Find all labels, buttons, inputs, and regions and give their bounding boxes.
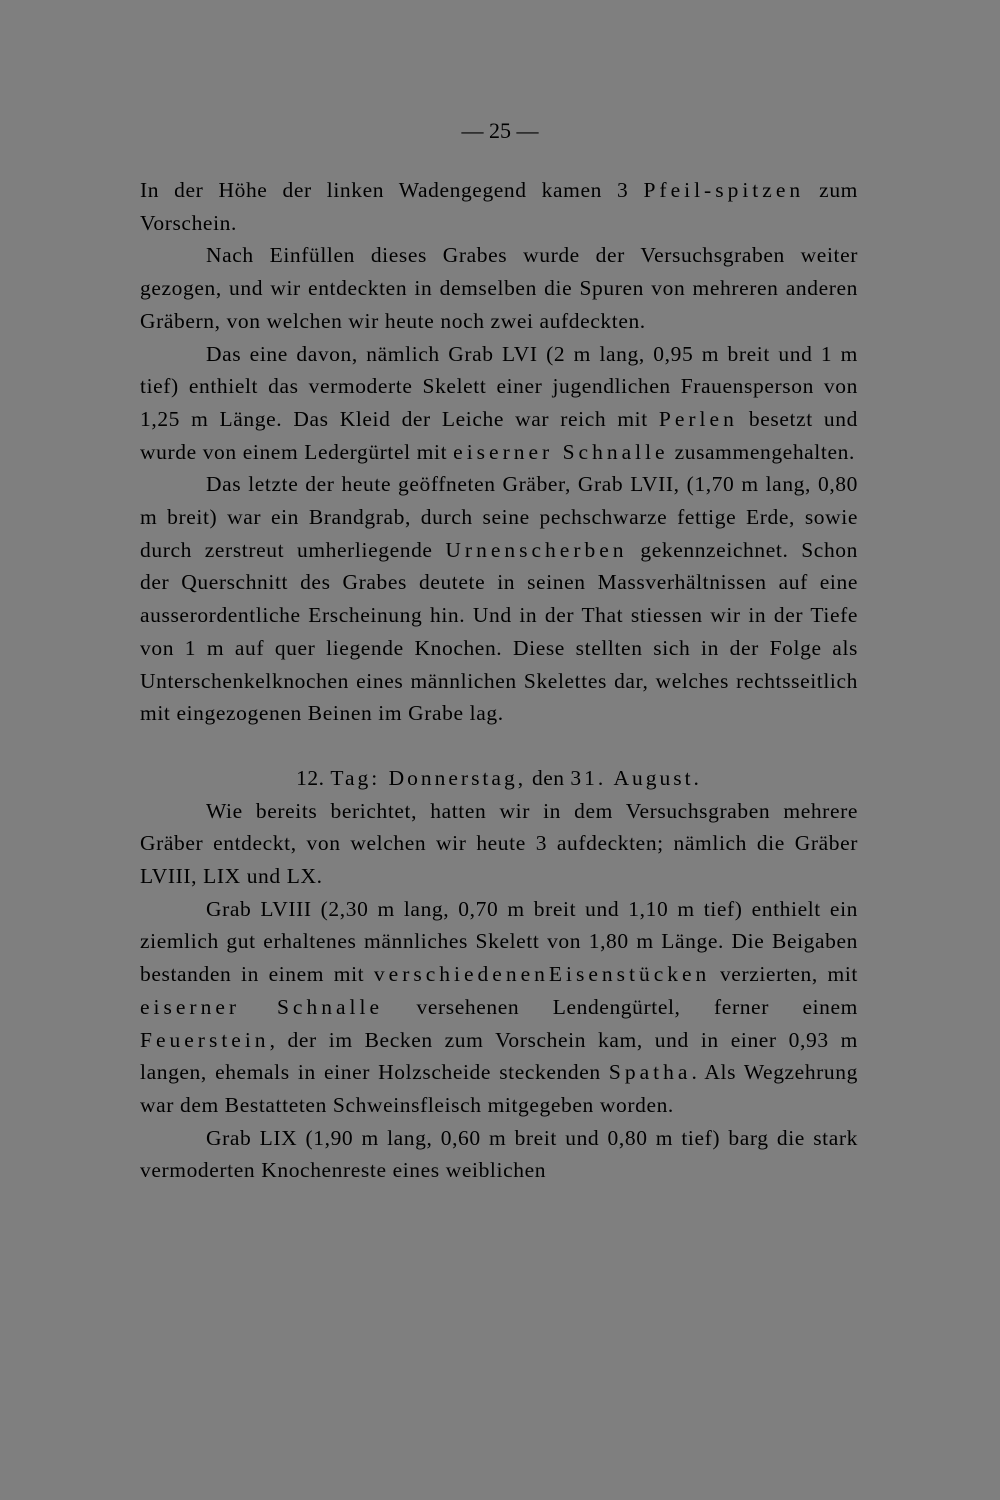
body-text: [140, 174, 858, 1187]
text-run: 12.: [296, 765, 331, 790]
paragraph: [140, 338, 858, 469]
text-run: gekennzeichnet. Schon der Querschnitt des Grabes deutete in seinen Massverhältnissen auf eine ausserordentliche Erscheinung hin. Und in der That stiessen wir in der Tiefe von 1 m auf quer liegende Knochen. Diese stellten sich in der Folge als Unterschenkelknochen eines männlichen Skelettes dar, welches rechtsseitlich mit eingezogenen Beinen im Grabe lag.: [140, 537, 859, 726]
text-run: Nach Einfüllen dieses Grabes wurde der Versuchsgraben weiter gezogen, und wir entdeckten in demselben die Spuren von mehreren anderen Gräbern, von welchen wir heute noch zwei aufdeckten.: [140, 243, 858, 333]
spaced-emphasis: Urnenscherben: [445, 537, 628, 562]
text-run: besetzt und wurde von einem Ledergürtel mit: [140, 406, 858, 464]
spaced-emphasis: eiserner Schnalle: [140, 994, 383, 1019]
text-run: Das eine davon, nämlich Grab LVI (2 m lang, 0,95 m breit und 1 m tief) enthielt das vermoderte Skelett einer jugendlichen Frauensperson von 1,25 m Länge. Das Kleid der Leiche war reich mit: [140, 341, 858, 431]
text-run: den: [526, 765, 571, 790]
page-number: — 25 —: [461, 118, 539, 143]
spaced-emphasis: Spatha: [608, 1060, 692, 1085]
text-run: Das letzte der heute geöffneten Gräber, Grab LVII, (1,70 m lang, 0,80 m breit) war ein Brandgrab, durch seine pechschwarze fettige Erde, sowie durch zerstreut umherliegende: [140, 472, 858, 562]
paragraph: [140, 1122, 858, 1187]
text-run: . Als Wegzehrung war dem Bestatteten Schweinsfleisch mitgegeben worden.: [140, 1060, 858, 1117]
text-run: In der Höhe der linken Wadengegend kamen 3: [140, 178, 644, 202]
text-run: Grab LIX (1,90 m lang, 0,60 m breit und 0,80 m tief) barg die stark vermoderten Knochenreste eines weiblichen: [140, 1125, 858, 1183]
text-run: Grab LVIII (2,30 m lang, 0,70 m breit und 1,10 m tief) enthielt ein ziemlich gut erhaltenes männliches Skelett von 1,80 m Länge. Die Beigaben bestanden in einem mit: [140, 896, 858, 987]
paragraph: [140, 468, 858, 730]
section-heading: [140, 762, 858, 795]
spaced-emphasis: Pfeil-spitzen: [643, 178, 805, 202]
spaced-emphasis: eiserner Schnalle: [453, 439, 669, 464]
paragraph: [140, 893, 858, 1122]
paragraph: [140, 795, 858, 893]
spaced-emphasis: Feuerstein: [140, 1027, 270, 1052]
spaced-emphasis: Perlen: [658, 406, 738, 431]
text-run: , der im Becken zum Vorschein kam, und in einer 0,93 m langen, ehemals in einer Holzscheide steckenden: [140, 1027, 858, 1085]
text-run: zusammengehalten.: [668, 439, 855, 464]
text-run: zum Vorschein.: [140, 178, 858, 235]
spaced-emphasis: Tag: Donnerstag,: [330, 765, 527, 790]
text-run: versehenen Lendengürtel, ferner einem: [383, 994, 858, 1019]
text-run: verzierten, mit: [710, 962, 858, 987]
spaced-emphasis: 31. August.: [570, 765, 702, 790]
paragraph: [140, 239, 858, 337]
text-run: Wie bereits berichtet, hatten wir in dem Versuchsgraben mehrere Gräber entdeckt, von welchen wir heute 3 aufdeckten; nämlich die Gräber LVIII, LIX und LX.: [140, 798, 858, 889]
paragraph: [140, 174, 858, 239]
spaced-emphasis: verschiedenenEisenstücken: [373, 962, 711, 987]
